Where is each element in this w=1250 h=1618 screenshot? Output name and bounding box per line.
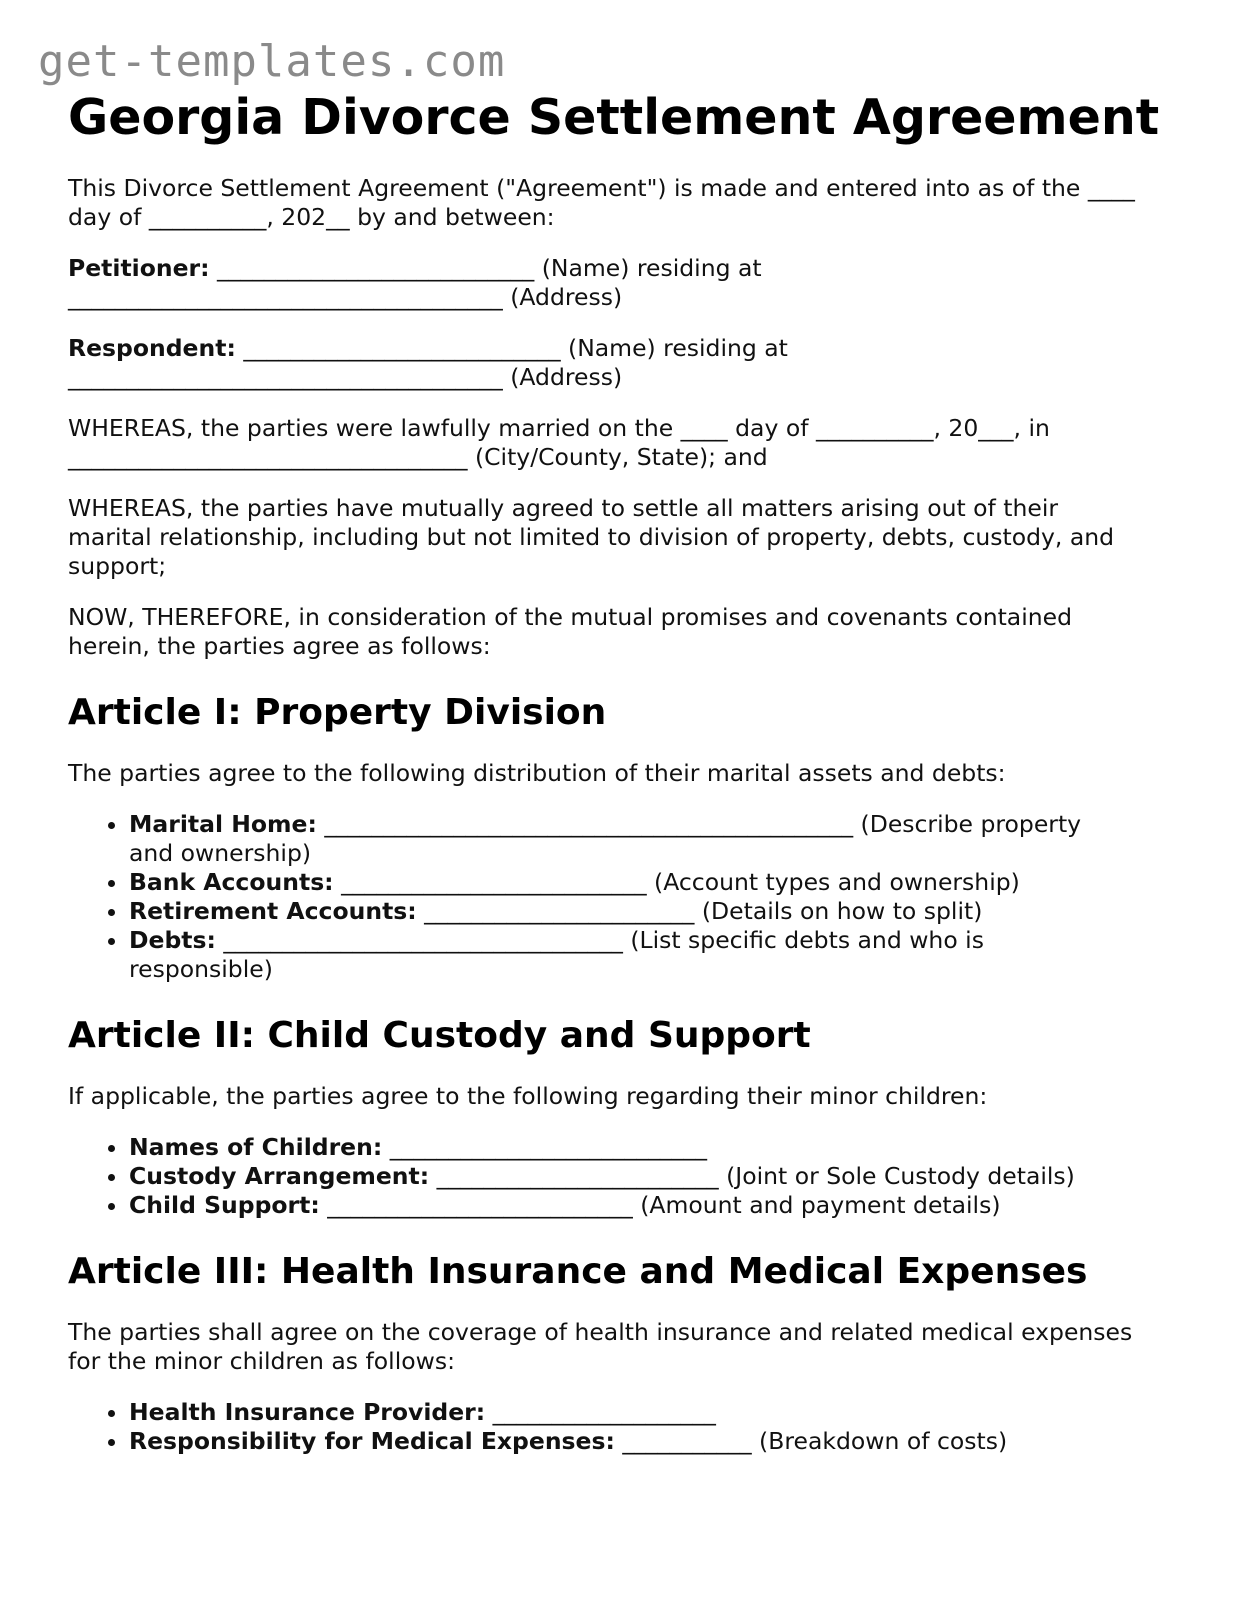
list-item-child-support — [129, 1191, 1188, 1220]
debts-field: __________________________________ (List specific debts and who is — [215, 926, 984, 954]
bank-accounts-field: __________________________ (Account types and ownership) — [333, 868, 1020, 896]
names-of-children-label: Names of Children: — [129, 1133, 383, 1161]
whereas-settle-line-2: marital relationship, including but not limited to division of property, debts, custody, and — [68, 523, 1115, 551]
whereas-settle-line-3: support; — [68, 552, 167, 580]
custody-arrangement-label: Custody Arrangement: — [129, 1162, 430, 1190]
debts-field-cont: responsible) — [129, 955, 273, 983]
respondent-address-field: _____________________________________ (Address) — [68, 363, 623, 391]
intro-paragraph — [68, 174, 1188, 232]
petitioner-paragraph — [68, 254, 1188, 312]
retirement-accounts-field: _______________________ (Details on how to split) — [416, 897, 983, 925]
petitioner-name-field: ___________________________ (Name) residing at — [209, 254, 762, 282]
now-therefore-line-2: herein, the parties agree as follows: — [68, 632, 491, 660]
article-2-heading: Article II: Child Custody and Support — [68, 1015, 811, 1056]
list-item-custody-arrangement — [129, 1162, 1188, 1191]
whereas-marriage-paragraph — [68, 414, 1188, 472]
list-item-medical-expenses — [129, 1427, 1188, 1456]
article-3-heading: Article III: Health Insurance and Medical Expenses — [68, 1251, 1088, 1292]
medical-expenses-label: Responsibility for Medical Expenses: — [129, 1427, 615, 1455]
now-therefore-paragraph — [68, 603, 1188, 661]
marital-home-field-cont: and ownership) — [129, 839, 312, 867]
petitioner-label: Petitioner: — [68, 254, 210, 282]
intro-line-2: day of __________, 202__ by and between: — [68, 203, 555, 231]
health-insurance-provider-label: Health Insurance Provider: — [129, 1398, 486, 1426]
whereas-settle-line-1: WHEREAS, the parties have mutually agreed to settle all matters arising out of their — [68, 494, 1059, 522]
respondent-paragraph — [68, 334, 1188, 392]
article-2-intro: If applicable, the parties agree to the following regarding their minor children: — [68, 1082, 988, 1110]
whereas-marriage-line-1: WHEREAS, the parties were lawfully married on the ____ day of __________, 20___, in — [68, 414, 1050, 442]
custody-arrangement-field: ________________________ (Joint or Sole Custody details) — [429, 1162, 1075, 1190]
whereas-settle-paragraph — [68, 494, 1188, 581]
medical-expenses-field: ___________ (Breakdown of costs) — [614, 1427, 1008, 1455]
respondent-label: Respondent: — [68, 334, 236, 362]
respondent-name-field: ___________________________ (Name) residing at — [235, 334, 788, 362]
names-of-children-field: ___________________________ — [382, 1133, 707, 1161]
health-insurance-provider-field: ___________________ — [485, 1398, 716, 1426]
list-item-bank-accounts — [129, 868, 1188, 897]
list-item-names-of-children — [129, 1133, 1188, 1162]
marital-home-field: _____________________________________________ (Describe property — [316, 810, 1082, 838]
article-3-list — [68, 1398, 1188, 1456]
article-1-intro: The parties agree to the following distribution of their marital assets and debts: — [68, 759, 1006, 787]
list-item-marital-home — [129, 810, 1188, 868]
document-title: Georgia Divorce Settlement Agreement — [68, 89, 1160, 146]
now-therefore-line-1: NOW, THEREFORE, in consideration of the mutual promises and covenants contained — [68, 603, 1073, 631]
debts-label: Debts: — [129, 926, 216, 954]
list-item-health-insurance-provider — [129, 1398, 1188, 1427]
petitioner-address-field: _____________________________________ (Address) — [68, 283, 623, 311]
whereas-marriage-line-2: __________________________________ (City/County, State); and — [68, 443, 768, 471]
watermark: get-templates.com — [38, 36, 506, 87]
article-2-list — [68, 1133, 1188, 1220]
child-support-field: __________________________ (Amount and payment details) — [319, 1191, 1001, 1219]
retirement-accounts-label: Retirement Accounts: — [129, 897, 417, 925]
article-3-intro-line-2: for the minor children as follows: — [68, 1347, 455, 1375]
marital-home-label: Marital Home: — [129, 810, 317, 838]
article-1-list — [68, 810, 1188, 984]
article-3-intro — [68, 1318, 1188, 1376]
child-support-label: Child Support: — [129, 1191, 320, 1219]
list-item-debts — [129, 926, 1188, 984]
intro-line-1: This Divorce Settlement Agreement ("Agreement") is made and entered into as of the ____ — [68, 174, 1135, 202]
article-3-intro-line-1: The parties shall agree on the coverage of health insurance and related medical expenses — [68, 1318, 1133, 1346]
article-1-heading: Article I: Property Division — [68, 692, 607, 733]
document-page — [68, 88, 1188, 1478]
bank-accounts-label: Bank Accounts: — [129, 868, 334, 896]
list-item-retirement-accounts — [129, 897, 1188, 926]
